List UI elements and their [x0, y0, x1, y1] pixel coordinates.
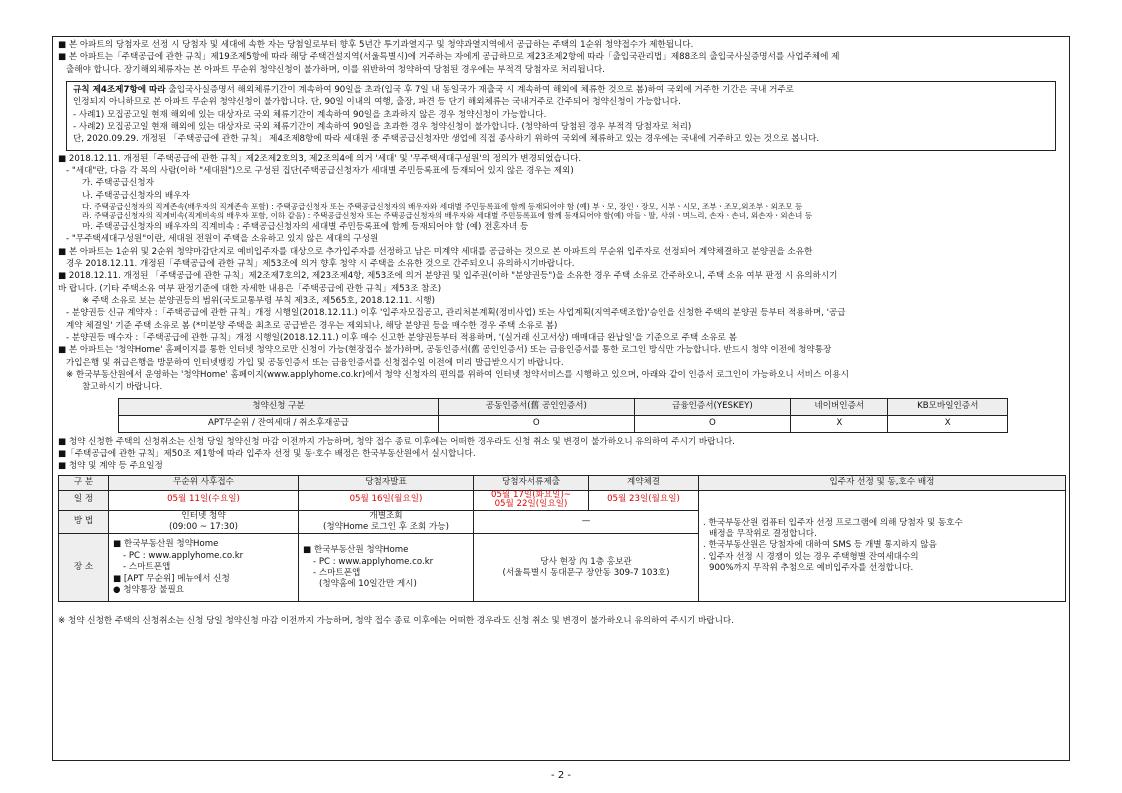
selection-note: . 한국부동산원 컴퓨터 입주자 선정 프로그램에 의해 당첨자 및 동호수 배정을 무작위로 결정합니다. . 한국부동산원은 당첨자에 대하여 SMS 등 개별 통지하지 않음 . 입주자 선정 시 경쟁이 있는 경우 주택형별 잔여세대수의 900%까지 무작위 추첨으로 예비입주자를 선정합니다. [699, 490, 1066, 602]
table-header-row: 청약신청 구분 공동인증서(舊 공인인증서) 금융인증서(YESKEY) 네이버인증서 KB모바일인증서 [119, 398, 1008, 415]
document-page: ■ 본 아파트의 당첨자로 선정 시 당첨자 및 세대에 속한 자는 당첨일로부터 향후 5년간 투기과열지구 및 청약과열지역에서 공급하는 주택의 1순위 청약접수가 제한됩니다. ■ 본 아파트는「주택공급에 관한 규칙」제19조제5항에 따라 해당 주택건설지역(서울특별시)에 거주하는 자에게 공급하므로 제23조제2항에 따라「출입국관리법」제88조의 출입국사실증명서를 사업주체에 제 출해야 합니다. 장기해외체류자는 본 아파트 무순위 청약신청이 불가하며, 이를 위반하여 청약하여 당첨된 경우에는 부적격 당첨자로 처리됩니다. 규칙 제4조제7항에 따라 출입국사실증명서 해외체류기간이 계속하여 90일을 초과(입국 후 7일 내 동일국가 재출국 시 계속하여 해외에 체류한 것으로 봄)하여 국외에 거주한 기간은 국내 거주로 인정되지 아니하므로 본 아파트 무순위 청약신청이 불가합니다. 단, 90일 이내의 여행, 출장, 파견 등 단기 해외체류는 국내거주로 간주되어 청약신청이 가능합니다. - 사례1) 모집공고일 현재 해외에 있는 대상자로 국외 체류기간이 계속하여 90일을 초과하지 않은 경우 청약신청이 가능합니다. - 사례2) 모집공고일 현재 해외에 있는 대상자로 국외 체류기간이 계속하여 90일을 초과한 경우 청약신청이 불가합니다. (청약하여 당첨된 경우 부적격 당첨자로 처리) 단, 2020.09.29. 개정된 「주택공급에 관한 규칙」 제4조제8항에 따라 세대원 중 주택공급신청자만 생업에 직접 종사하기 위하여 국외에 체류하고 있는 경우에는 국내에 거주하고 있는 것으로 봅니다. ■ 2018.12.11. 개정된「주택공급에 관한 규칙」제2조제2호의3, 제2조의4에 의거 '세대' 및 '무주택세대구성원'의 정의가 변경되었습니다. - "세대"란, 다음 각 목의 사람(이하 "세대원")으로 구성된 집단(주택공급신청자가 세대별 주민등록표에 등재되어 있지 않은 경우는 제외) 가. 주택공급신청자 나. 주택공급신청자의 배우자 다. 주택공급신청자의 직계존속(배우자의 직계존속 포함) : 주택공급신청자 또는 주택공급신청자의 배우자와 세대별 주민등록표에 함께 등재되어야 함 (예) 부ㆍ모, 장인ㆍ장모, 시부ㆍ시모, 조부ㆍ조모,외조부ㆍ외조모 등 라. 주택공급신청자의 직계비속(직계비속의 배우자 포함, 이하 같음) : 주택공급신청자 또는 주택공급신청자의 배우자와 세대별 주민등록표에 함께 등재되어야 함(예) 아들ㆍ딸, 사위ㆍ며느리, 손자ㆍ손녀, 외손자ㆍ외손녀 등 마. 주택공급신청자의 배우자의 직계비속 : 주택공급신청자의 세대별 주민등록표에 함께 등재되어야 함 (예) 전혼자녀 등 - "무주택세대구성원"이란, 세대원 전원이 주택을 소유하고 있지 않은 세대의 구성원 ■ 본 아파트는 1순위 및 2순위 청약마감단지로 예비입주자를 대상으로 추가입주자를 선정하고 남은 미계약 세대를 공급하는 것으로 본 아파트의 무순위 입주자로 선정되어 계약체결하고 분양권을 소유한 경우 2018.12.11. 개정된「주택공급에 관한 규칙」제53조에 의거 향후 청약 시 주택을 소유한 것으로 간주되오니 유의하시기바랍니다. ■ 2018.12.11. 개정된 「주택공급에 관한 규칙」제2조제7호의2, 제23조제4항, 제53조에 의거 분양권 및 입주권(이하 "분양권등")을 소유한 경우 주택 소유로 간주하오니, 주택 소유 여부 판정 시 유의하시기 바 랍니다. (기타 주택소유 여부 판정기준에 대한 자세한 내용은「주택공급에 관한 규칙」제53조 참조) ※ 주택 소유로 보는 분양권등의 범위(국토교통부령 부칙 제3조, 제565호, 2018.12.11. 시행) - 분양권등 신규 계약자 :「주택공급에 관한 규칙」개정 시행일(2018.12.11.) 이후 '입주자모집공고, 관리처분계획(정비사업) 또는 사업계획(지역주택조합)'승인을 신청한 주택의 분양권 등부터 적용하며, '공급 계약 체결일' 기준 주택 소유로 봄 (*미분양 주택을 최초로 공급받은 경우는 제외되나, 해당 분양권 등을 매수한 경우 주택 소유로 봄) - 분양권등 매수자 :「주택공급에 관한 규칙」개정 시행일(2018.12.11.) 이후 매수 신고한 분양권등부터 적용하며, '(실거래 신고서상) 매매대금 완납일'을 기준으로 주택 소유로 봄 ■ 본 아파트는 '청약Home' 홈페이지를 통한 인터넷 청약으로만 신청이 가능(현장접수 불가)하며, 공동인증서(舊 공인인증서) 또는 금융인증서를 통한 로그인 방식만 가능합니다. 반드시 청약 이전에 청약통장 가입은행 및 취급은행을 방문하여 인터넷뱅킹 가입 및 공동인증서 또는 금융인증서를 신청접수일 이전에 미리 발급받으시기 바랍니다. ※ 한국부동산원에서 운영하는 '청약Home' 홈페이지(www.applyhome.co.kr)에서 청약 신청자의 편의를 위하여 인터넷 청약서비스를 시행하고 있으며, 아래와 같이 인증서 로그인이 가능하오니 서비스 이용시 참고하시기 바랍니다. 청약신청 구분 공동인증서(舊 공인인증서) 금융인증서(YESKEY) 네이버인증서 KB모바일인증서 APT무순위 / 잔여세대 / 취소후재공급 O O X X ■ 청약 신청한 주택의 신청취소는 신청 당일 청약신청 마감 이전까지 가능하며, 청약 접수 종료 이후에는 어떠한 경우라도 신청 취소 및 변경이 불가하오니 유의하여 주시기 바랍니다. ■「주택공급에 관한 규칙」제50조 제1항에 따라 입주자 선정 및 동·호수 배정은 한국부동산원에서 실시합니다. ■ 청약 및 계약 등 주요일정 구 분 무순위 사후접수 당첨자발표 당첨자서류제출 계약체결 입주자 선정 및 동,호수 배정 일 정 05월 11일(수요일) 05월 16일(월요일) 05월 17일(화요일)~ 05월 22일(일요일) 05월 23일(월요일) . 한국부동산원 컴퓨터 입주자 선정 프로그램에 의해 당첨자 및 동호수 배정을 무작위로 결정합니다. . 한국부동산원은 당첨자에 대하여 SMS 등 개별 통지하지 않음 . 입주자 선정 시 경쟁이 있는 경우 주택형별 잔여세대수의 900%까지 무작위 추첨으로 예비입주자를 선정합니다. 방 법 인터넷 청약 (09:00 ~ 17:30) 개별조회 (청약Home 로그인 후 조회 가능) — 장 소 ■ 한국부동산원 청약Home - PC : www.applyhome.co.kr - 스마트폰앱 ■ [APT 무순위] 메뉴에서 신청 ● 청약통장 불필요 ■ 한국부동산원 청약Home - PC : www.applyhome.co.kr - 스마트폰앱 (청약홈에 10일간만 게시) 당사 현장 內 1층 홍보관 (서울특별시 동대문구 장안동 309-7 103호) ※ 청약 신청한 주택의 신청취소는 신청 당일 청약신청 마감 이전까지 가능하며, 청약 접수 종료 이후에는 어떠한 경우라도 신청 취소 및 변경이 불가하오니 유의하여 주시기 바랍니다. [52, 36, 1070, 761]
notice-paragraph: ■ 2018.12.11. 개정된「주택공급에 관한 규칙」제2조제2호의3, 제2조의4에 의거 '세대' 및 '무주택세대구성원'의 정의가 변경되었습니다. [58, 153, 582, 164]
notice-paragraph: ■ 본 아파트의 당첨자로 선정 시 당첨자 및 세대에 속한 자는 당첨일로부터 향후 5년간 투기과열지구 및 청약과열지역에서 공급하는 주택의 1순위 청약접수가 제한됩니다. [58, 40, 694, 50]
notice-paragraph: ■ 청약 신청한 주택의 신청취소는 신청 당일 청약신청 마감 이전까지 가능하며, 청약 접수 종료 이후에는 어떠한 경우라도 신청 취소 및 변경이 불가하오니 유의하여 주시기 바랍니다. [58, 436, 735, 447]
table-row: APT무순위 / 잔여세대 / 취소후재공급 O O X X [119, 415, 1008, 432]
notice-paragraph: ■「주택공급에 관한 규칙」제50조 제1항에 따라 입주자 선정 및 동·호수 배정은 한국부동산원에서 실시합니다. [58, 448, 476, 459]
footer-note: ※ 청약 신청한 주택의 신청취소는 신청 당일 청약신청 마감 이전까지 가능하며, 청약 접수 종료 이후에는 어떠한 경우라도 신청 취소 및 변경이 불가하오니 유의하여 주시기 바랍니다. [58, 616, 734, 627]
table-header-row: 구 분 무순위 사후접수 당첨자발표 당첨자서류제출 계약체결 입주자 선정 및 동,호수 배정 [59, 475, 1066, 490]
notice-paragraph: ■ 2018.12.11. 개정된 「주택공급에 관한 규칙」제2조제7호의2, 제23조제4항, 제53조에 의거 분양권 및 입주권(이하 "분양권등")을 소유한 경우 주택 소유로 간주하오니, 주택 소유 여부 판정 시 유의하시기 [58, 271, 838, 282]
table-row: 일 정 05월 11일(수요일) 05월 16일(월요일) 05월 17일(화요일)~ 05월 22일(일요일) 05월 23일(월요일) . 한국부동산원 컴퓨터 입주자 선정 프로그램에 의해 당첨자 및 동호수 배정을 무작위로 결정합니다. . 한국부동산원은 당첨자에 대하여 SMS 등 개별 통지하지 않음 . 입주자 선정 시 경쟁이 있는 경우 주택형별 잔여세대수의 900%까지 무작위 추첨으로 예비입주자를 선정합니다. [59, 490, 1066, 510]
notice-paragraph: ■ 본 아파트는「주택공급에 관한 규칙」제19조제5항에 따라 해당 주택건설지역(서울특별시)에 거주하는 자에게 공급하므로 제23조제2항에 따라「출입국관리법」제88조의 출입국사실증명서를 사업주체에 제 [58, 52, 840, 63]
notice-paragraph: 출해야 합니다. 장기해외체류자는 본 아파트 무순위 청약신청이 불가하며, 이를 위반하여 청약하여 당첨된 경우에는 부적격 당첨자로 처리됩니다. [66, 64, 605, 75]
rule-box: 규칙 제4조제7항에 따라 출입국사실증명서 해외체류기간이 계속하여 90일을 초과(입국 후 7일 내 동일국가 재출국 시 계속하여 해외에 체류한 것으로 봄)하여 국외에 거주한 기간은 국내 거주로 인정되지 아니하므로 본 아파트 무순위 청약신청이 불가합니다. 단, 90일 이내의 여행, 출장, 파견 등 단기 해외체류는 국내거주로 간주되어 청약신청이 가능합니다. - 사례1) 모집공고일 현재 해외에 있는 대상자로 국외 체류기간이 계속하여 90일을 초과하지 않은 경우 청약신청이 가능합니다. - 사례2) 모집공고일 현재 해외에 있는 대상자로 국외 체류기간이 계속하여 90일을 초과한 경우 청약신청이 불가합니다. (청약하여 당첨된 경우 부적격 당첨자로 처리) 단, 2020.09.29. 개정된 「주택공급에 관한 규칙」 제4조제8항에 따라 세대원 중 주택공급신청자만 생업에 직접 종사하기 위하여 국외에 체류하고 있는 경우에는 국내에 거주하고 있는 것으로 봅니다. [66, 81, 1056, 151]
rule-heading: 규칙 제4조제7항에 따라 [73, 85, 166, 96]
certificate-table [118, 398, 1008, 433]
table-row: 방 법 인터넷 청약 (09:00 ~ 17:30) 개별조회 (청약Home 로그인 후 조회 가능) — [59, 510, 1066, 534]
schedule-table [58, 475, 1066, 603]
page-number: - 2 - [551, 770, 571, 781]
table-row: 장 소 ■ 한국부동산원 청약Home - PC : www.applyhome.co.kr - 스마트폰앱 ■ [APT 무순위] 메뉴에서 신청 ● 청약통장 불필요 ■ 한국부동산원 청약Home - PC : www.applyhome.co.kr - 스마트폰앱 (청약홈에 10일간만 게시) 당사 현장 內 1층 홍보관 (서울특별시 동대문구 장안동 309-7 103호) [59, 534, 1066, 602]
notice-paragraph: ■ 본 아파트는 1순위 및 2순위 청약마감단지로 예비입주자를 대상으로 추가입주자를 선정하고 남은 미계약 세대를 공급하는 것으로 본 아파트의 무순위 입주자로 선정되어 계약체결하고 분양권을 소유한 [58, 246, 813, 257]
section-heading: ■ 청약 및 계약 등 주요일정 [58, 461, 163, 472]
notice-paragraph: ■ 본 아파트는 '청약Home' 홈페이지를 통한 인터넷 청약으로만 신청이 가능(현장접수 불가)하며, 공동인증서(舊 공인인증서) 또는 금융인증서를 통한 로그인 방식만 가능합니다. 반드시 청약 이전에 청약통장 [58, 345, 832, 356]
